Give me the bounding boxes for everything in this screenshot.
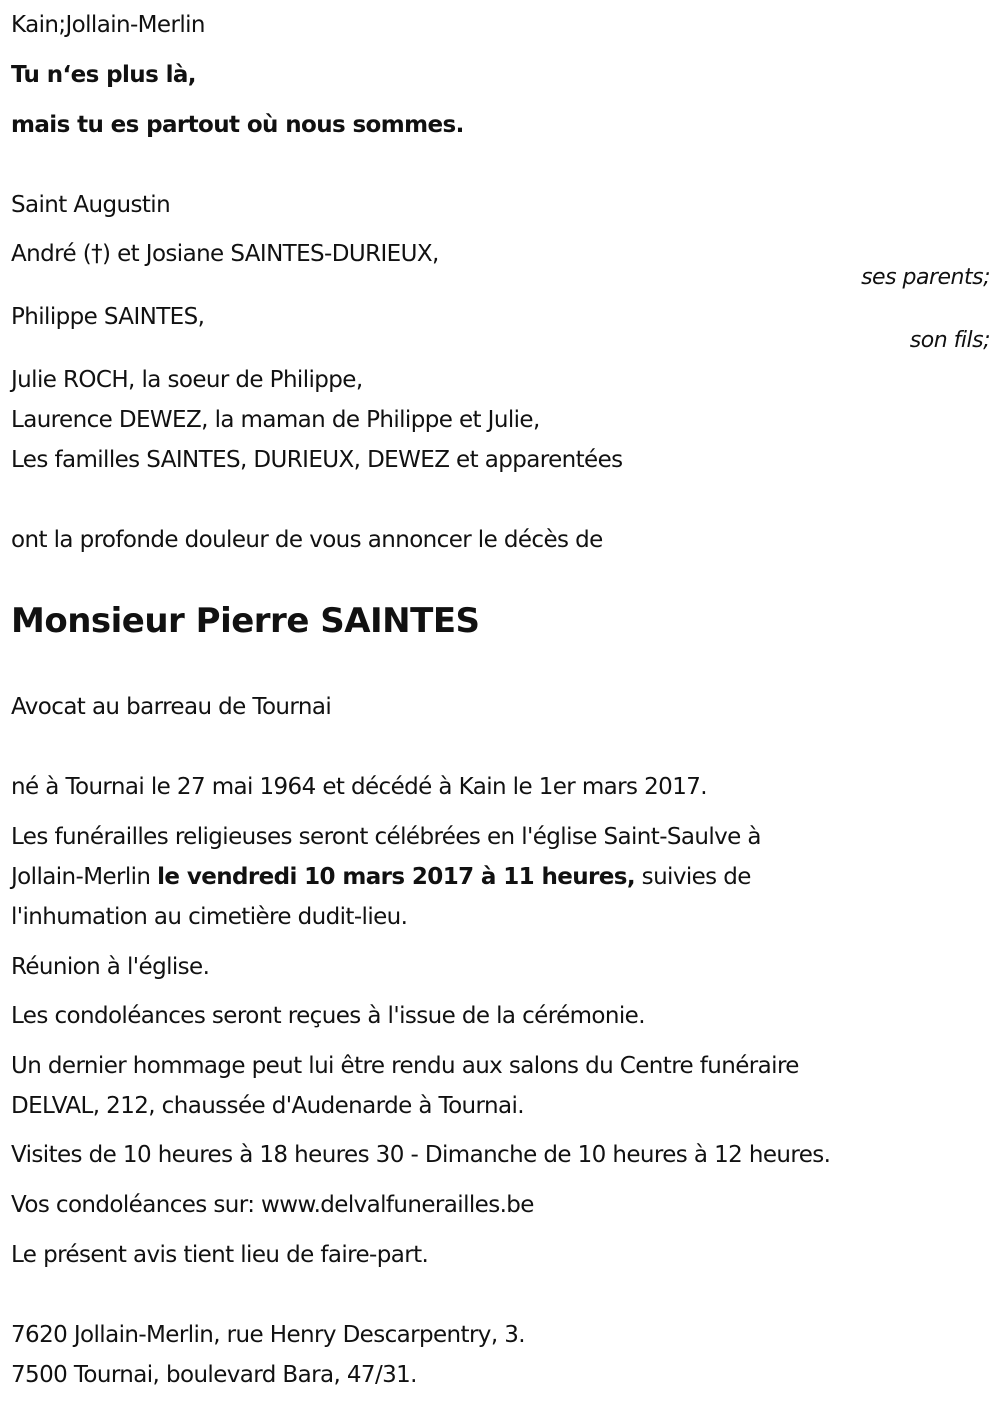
quote-line-2: mais tu es partout où nous sommes. — [11, 112, 464, 138]
quote-line-1: Tu n‘es plus là, — [11, 62, 196, 88]
funeral-line-2 — [11, 862, 751, 892]
parents-name: André (†) et Josiane SAINTES-DURIEUX, — [11, 241, 439, 267]
funeral-line-1: Les funérailles religieuses seront célébrées en l'église Saint-Saulve à — [11, 824, 761, 850]
visits-info: Visites de 10 heures à 18 heures 30 - Dimanche de 10 heures à 12 heures. — [11, 1142, 831, 1168]
online-condolences: Vos condoléances sur: www.delvalfunerailles.be — [11, 1192, 534, 1218]
condolences-info: Les condoléances seront reçues à l'issue de la cérémonie. — [11, 1003, 645, 1029]
profession: Avocat au barreau de Tournai — [11, 694, 332, 720]
tribute-line-1: Un dernier hommage peut lui être rendu aux salons du Centre funéraire — [11, 1053, 799, 1079]
birth-death-dates: né à Tournai le 27 mai 1964 et décédé à Kain le 1er mars 2017. — [11, 774, 707, 800]
family-member: Julie ROCH, la soeur de Philippe, — [11, 367, 363, 393]
funeral-place: Jollain-Merlin — [11, 864, 158, 890]
place-header: Kain;Jollain-Merlin — [11, 12, 205, 38]
son-name: Philippe SAINTES, — [11, 304, 205, 330]
son-role: son fils; — [909, 328, 990, 353]
quote-author: Saint Augustin — [11, 192, 171, 218]
parents-role: ses parents; — [861, 265, 990, 290]
funeral-date: le vendredi 10 mars 2017 à 11 heures, — [157, 864, 635, 890]
address: 7500 Tournai, boulevard Bara, 47/31. — [11, 1362, 417, 1388]
tribute-line-2: DELVAL, 212, chaussée d'Audenarde à Tournai. — [11, 1093, 524, 1119]
family-member: Laurence DEWEZ, la maman de Philippe et Julie, — [11, 407, 540, 433]
notice: Le présent avis tient lieu de faire-part. — [11, 1242, 429, 1268]
family-member: Les familles SAINTES, DURIEUX, DEWEZ et apparentées — [11, 447, 623, 473]
funeral-line-3: l'inhumation au cimetière dudit-lieu. — [11, 904, 408, 930]
meeting-info: Réunion à l'église. — [11, 954, 210, 980]
deceased-name: Monsieur Pierre SAINTES — [11, 601, 480, 641]
address: 7620 Jollain-Merlin, rue Henry Descarpentry, 3. — [11, 1322, 525, 1348]
announcement: ont la profonde douleur de vous annoncer le décès de — [11, 527, 603, 553]
funeral-follow: suivies de — [634, 864, 751, 890]
